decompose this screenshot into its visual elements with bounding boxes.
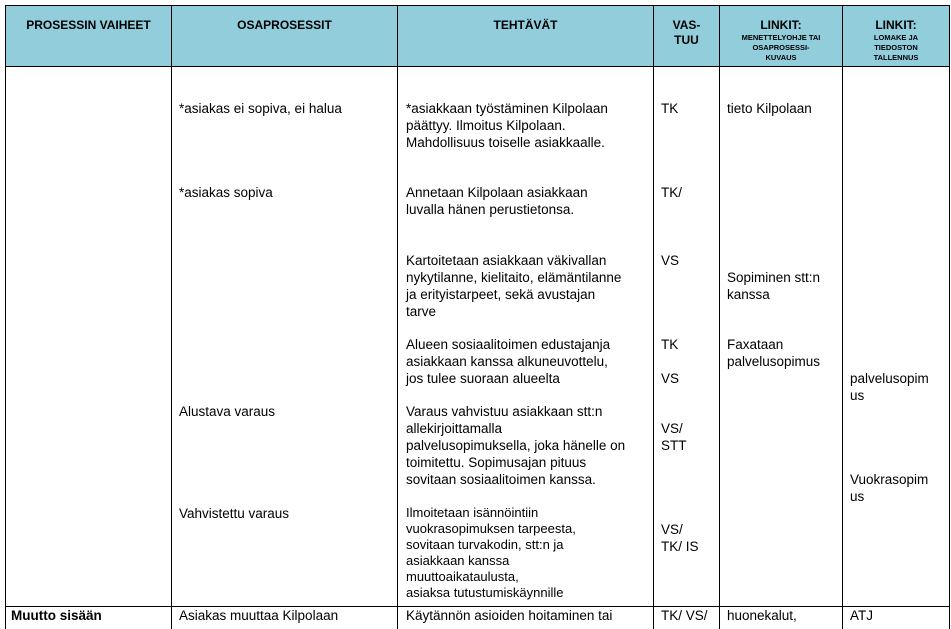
responsible-r7: TK/ VS/ <box>661 608 708 623</box>
responsible-r4a: TK <box>661 337 679 352</box>
subprocess-confirmed-reservation: Vahvistettu varaus <box>179 506 290 521</box>
task-preliminary-reservation: Varaus vahvistuu asiakkaan stt:n allekirjoittamalla palvelusopimuksella, joka hänelle on toimitettu. Sopimusajan pituus sovitaan sosiaalitoimen kanssa. <box>406 404 626 487</box>
responsible-r4b: VS <box>661 371 680 386</box>
column-divider <box>653 5 654 629</box>
link-r3: Sopiminen stt:n kanssa <box>727 270 821 302</box>
link-r4: Faxataan palvelusopimus <box>727 337 821 369</box>
header-subprocesses: OSAPROSESSIT <box>237 18 332 32</box>
header-links-procedure-subtitle: MENETTELYOHJE TAI OSAPROSESSI- KUVAUS <box>741 33 821 62</box>
header-links-procedure-title: LINKIT: <box>760 18 802 32</box>
table-border-top <box>5 5 950 6</box>
task-move-in: Käytännön asioiden hoitaminen tai <box>406 608 613 623</box>
subprocess-suitable: *asiakas sopiva <box>179 185 273 200</box>
header-links-form-subtitle: LOMAKE JA TIEDOSTON TALLENNUS <box>873 33 919 62</box>
header-responsible: VAS- TUU <box>672 18 701 47</box>
header-links-procedure <box>720 18 842 63</box>
responsible-r2: TK/ <box>661 185 683 200</box>
table-border-right <box>949 5 950 629</box>
column-divider <box>719 5 720 629</box>
header-links-form <box>843 18 949 63</box>
column-divider <box>171 5 172 629</box>
subprocess-preliminary-reservation: Alustava varaus <box>179 404 276 419</box>
task-negotiation: Alueen sosiaalitoimen edustajanja asiakkaan kanssa alkuneuvottelu, jos tulee suoraan alueelta <box>406 337 611 386</box>
form-r5: Vuokrasopim us <box>850 472 929 504</box>
column-divider <box>397 5 398 629</box>
table-border-left <box>5 5 6 629</box>
subprocess-not-suitable: *asiakas ei sopiva, ei halua <box>179 101 342 116</box>
header-links-form-title: LINKIT: <box>875 18 917 32</box>
form-r7: ATJ <box>850 608 873 623</box>
task-not-suitable: *asiakkaan työstäminen Kilpolaan päättyy. Ilmoitus Kilpolaan. Mahdollisuus toiselle asiakkaalle. <box>406 101 608 150</box>
responsible-r5: VS/ STT <box>661 421 687 453</box>
subprocess-move-in: Asiakas muuttaa Kilpolaan <box>179 608 339 623</box>
task-confirmed-reservation: Ilmoitetaan isännöintiin vuokrasopimuksen tarpeesta, sovitaan turvakodin, stt:n ja asiakkaan kanssa muuttoaikataulusta, asiaksa tutustumiskäynnille <box>406 505 576 600</box>
phase-move-in: Muutto sisään <box>11 608 102 623</box>
link-r1: tieto Kilpolaan <box>727 101 812 116</box>
header-divider <box>5 66 950 67</box>
form-r4: palvelusopim us <box>850 371 929 403</box>
task-suitable: Annetaan Kilpolaan asiakkaan luvalla hänen perustietonsa. <box>406 185 588 217</box>
link-r7: huonekalut, <box>727 608 797 623</box>
responsible-r1: TK <box>661 101 679 116</box>
task-mapping: Kartoitetaan asiakkaan väkivallan nykytilanne, kielitaito, elämäntilanne ja erityistarpeet, sekä avustajan tarve <box>406 253 622 319</box>
responsible-r3: VS <box>661 253 680 268</box>
header-tasks: TEHTÄVÄT <box>493 18 558 32</box>
header-phases: PROSESSIN VAIHEET <box>26 18 151 32</box>
column-divider <box>842 5 843 629</box>
responsible-r6: VS/ TK/ IS <box>661 522 699 554</box>
